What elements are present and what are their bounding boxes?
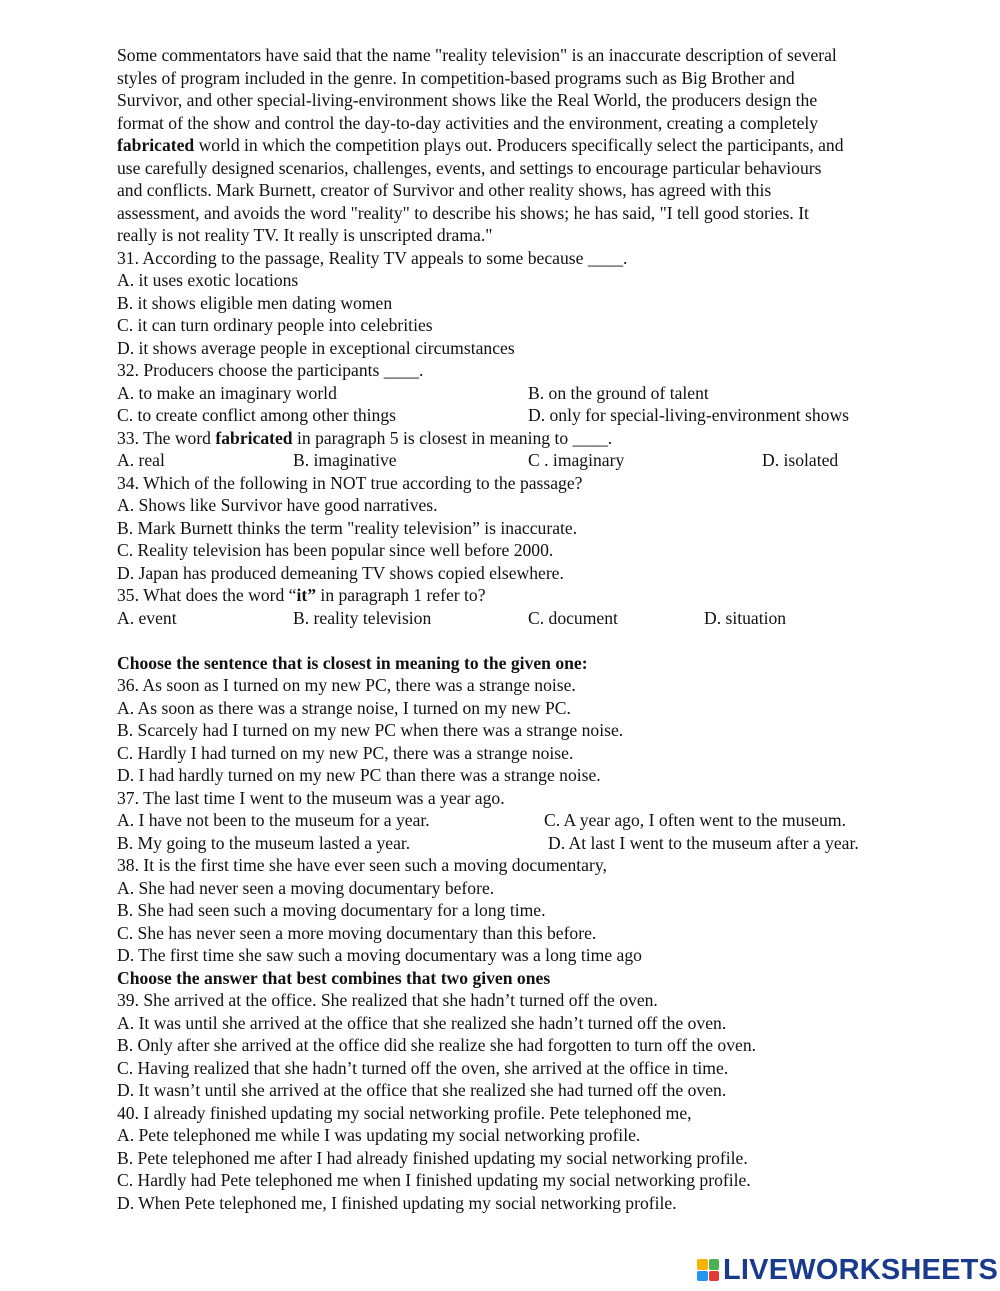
options-row bbox=[117, 404, 937, 427]
bold-word: fabricated bbox=[117, 135, 195, 155]
logo-square bbox=[697, 1259, 708, 1270]
question-33-stem bbox=[117, 427, 937, 450]
option-33b[interactable]: B. imaginative bbox=[293, 450, 397, 470]
logo-mark-icon bbox=[697, 1259, 719, 1281]
option-31c[interactable]: C. it can turn ordinary people into celebrities bbox=[117, 315, 433, 335]
option-34d[interactable]: D. Japan has produced demeaning TV shows copied elsewhere. bbox=[117, 562, 564, 583]
logo-text: LIVEWORKSHEETS bbox=[723, 1253, 999, 1286]
stem-text: in paragraph 5 is closest in meaning to ____. bbox=[292, 427, 613, 448]
option-38d[interactable]: D. The first time she saw such a moving documentary was a long time ago bbox=[117, 945, 642, 965]
logo-square bbox=[709, 1259, 720, 1270]
option-36a[interactable]: A. As soon as there was a strange noise, I turned on my new PC. bbox=[117, 697, 571, 718]
option-34a[interactable]: A. Shows like Survivor have good narratives. bbox=[117, 495, 438, 515]
options-row bbox=[117, 809, 937, 832]
option-34c[interactable]: C. Reality television has been popular since well before 2000. bbox=[117, 540, 554, 560]
passage-line: format of the show and control the day-to-day activities and the environment, creating a completely bbox=[117, 112, 819, 133]
option-38b[interactable]: B. She had seen such a moving documentary for a long time. bbox=[117, 900, 546, 920]
section-heading-transformation: Choose the sentence that is closest in meaning to the given one: bbox=[117, 652, 588, 673]
question-39-stem: 39. She arrived at the office. She realized that she hadn’t turned off the oven. bbox=[117, 990, 658, 1010]
question-35-stem bbox=[117, 584, 937, 607]
spacer bbox=[117, 629, 937, 652]
option-35c[interactable]: C. document bbox=[528, 607, 618, 628]
stem-text: 35. What does the word “ bbox=[117, 585, 297, 605]
option-36d[interactable]: D. I had hardly turned on my new PC than there was a strange noise. bbox=[117, 765, 601, 785]
section-heading-combination: Choose the answer that best combines that two given ones bbox=[117, 967, 551, 988]
bold-word: it” bbox=[296, 585, 317, 605]
logo-square bbox=[709, 1271, 720, 1282]
question-40-stem: 40. I already finished updating my social networking profile. Pete telephoned me, bbox=[117, 1102, 692, 1123]
option-39d[interactable]: D. It wasn’t until she arrived at the office that she realized she had turned off the oven. bbox=[117, 1080, 727, 1100]
option-32c[interactable]: C. to create conflict among other things bbox=[117, 405, 396, 425]
option-40b[interactable]: B. Pete telephoned me after I had already finished updating my social networking profile. bbox=[117, 1147, 748, 1168]
option-35d[interactable]: D. situation bbox=[704, 607, 787, 628]
option-32b[interactable]: B. on the ground of talent bbox=[528, 382, 709, 403]
option-35a[interactable]: A. event bbox=[117, 607, 177, 628]
liveworksheets-logo bbox=[697, 1255, 998, 1285]
option-33a[interactable]: A. real bbox=[117, 450, 165, 470]
stem-text: 33. The word bbox=[117, 427, 216, 448]
logo-square bbox=[697, 1271, 708, 1282]
option-37d[interactable]: D. At last I went to the museum after a year. bbox=[548, 832, 859, 853]
option-40c[interactable]: C. Hardly had Pete telephoned me when I finished updating my social networking profile. bbox=[117, 1170, 751, 1190]
option-39c[interactable]: C. Having realized that she hadn’t turned off the oven, she arrived at the office in time. bbox=[117, 1057, 729, 1078]
worksheet bbox=[117, 44, 937, 1214]
option-40a[interactable]: A. Pete telephoned me while I was updating my social networking profile. bbox=[117, 1125, 641, 1145]
passage-line: and conflicts. Mark Burnett, creator of Survivor and other reality shows, has agreed with this bbox=[117, 180, 772, 200]
options-row bbox=[117, 607, 937, 630]
question-34-stem: 34. Which of the following in NOT true according to the passage? bbox=[117, 472, 583, 493]
option-37c[interactable]: C. A year ago, I often went to the museum. bbox=[544, 810, 846, 830]
option-31a[interactable]: A. it uses exotic locations bbox=[117, 270, 299, 290]
passage-line: Survivor, and other special-living-environment shows like the Real World, the producers design the bbox=[117, 90, 818, 110]
option-31b[interactable]: B. it shows eligible men dating women bbox=[117, 292, 393, 313]
stem-text: in paragraph 1 refer to? bbox=[316, 585, 486, 605]
option-33d[interactable]: D. isolated bbox=[762, 450, 839, 470]
passage-line: really is not reality TV. It really is unscripted drama." bbox=[117, 225, 493, 245]
passage-line: styles of program included in the genre. In competition-based programs such as Big Brother and bbox=[117, 67, 795, 88]
reading-passage bbox=[117, 44, 937, 247]
option-36c[interactable]: C. Hardly I had turned on my new PC, there was a strange noise. bbox=[117, 742, 574, 763]
option-38c[interactable]: C. She has never seen a more moving documentary than this before. bbox=[117, 922, 597, 943]
passage-line: use carefully designed scenarios, challenges, events, and settings to encourage particular behaviours bbox=[117, 157, 822, 178]
passage-line bbox=[117, 134, 937, 157]
question-37-stem: 37. The last time I went to the museum was a year ago. bbox=[117, 787, 505, 808]
option-34b[interactable]: B. Mark Burnett thinks the term "reality television” is inaccurate. bbox=[117, 517, 578, 538]
passage-line: assessment, and avoids the word "reality" to describe his shows; he has said, "I tell good stories. It bbox=[117, 202, 809, 223]
option-39a[interactable]: A. It was until she arrived at the office that she realized she hadn’t turned off the oven. bbox=[117, 1012, 727, 1033]
option-36b[interactable]: B. Scarcely had I turned on my new PC when there was a strange noise. bbox=[117, 720, 624, 740]
option-33c[interactable]: C . imaginary bbox=[528, 450, 625, 470]
question-31-stem: 31. According to the passage, Reality TV appeals to some because ____. bbox=[117, 247, 628, 268]
option-32d[interactable]: D. only for special-living-environment shows bbox=[528, 405, 850, 425]
bold-word: fabricated bbox=[215, 427, 293, 448]
question-32-stem: 32. Producers choose the participants ____. bbox=[117, 360, 424, 380]
options-row bbox=[117, 832, 937, 855]
question-36-stem: 36. As soon as I turned on my new PC, there was a strange noise. bbox=[117, 675, 576, 695]
option-32a[interactable]: A. to make an imaginary world bbox=[117, 382, 337, 403]
passage-text: world in which the competition plays out. Producers specifically select the participants, and bbox=[194, 135, 844, 155]
option-37b[interactable]: B. My going to the museum lasted a year. bbox=[117, 832, 411, 853]
options-row bbox=[117, 382, 937, 405]
options-row bbox=[117, 449, 937, 472]
question-38-stem: 38. It is the first time she have ever seen such a moving documentary, bbox=[117, 855, 607, 875]
option-31d[interactable]: D. it shows average people in exceptional circumstances bbox=[117, 337, 515, 358]
option-37a[interactable]: A. I have not been to the museum for a year. bbox=[117, 810, 430, 830]
option-38a[interactable]: A. She had never seen a moving documentary before. bbox=[117, 877, 495, 898]
passage-line: Some commentators have said that the name "reality television" is an inaccurate description of several bbox=[117, 45, 837, 65]
option-39b[interactable]: B. Only after she arrived at the office did she realize she had forgotten to turn off the oven. bbox=[117, 1035, 757, 1055]
option-40d[interactable]: D. When Pete telephoned me, I finished updating my social networking profile. bbox=[117, 1192, 677, 1213]
option-35b[interactable]: B. reality television bbox=[293, 607, 432, 628]
